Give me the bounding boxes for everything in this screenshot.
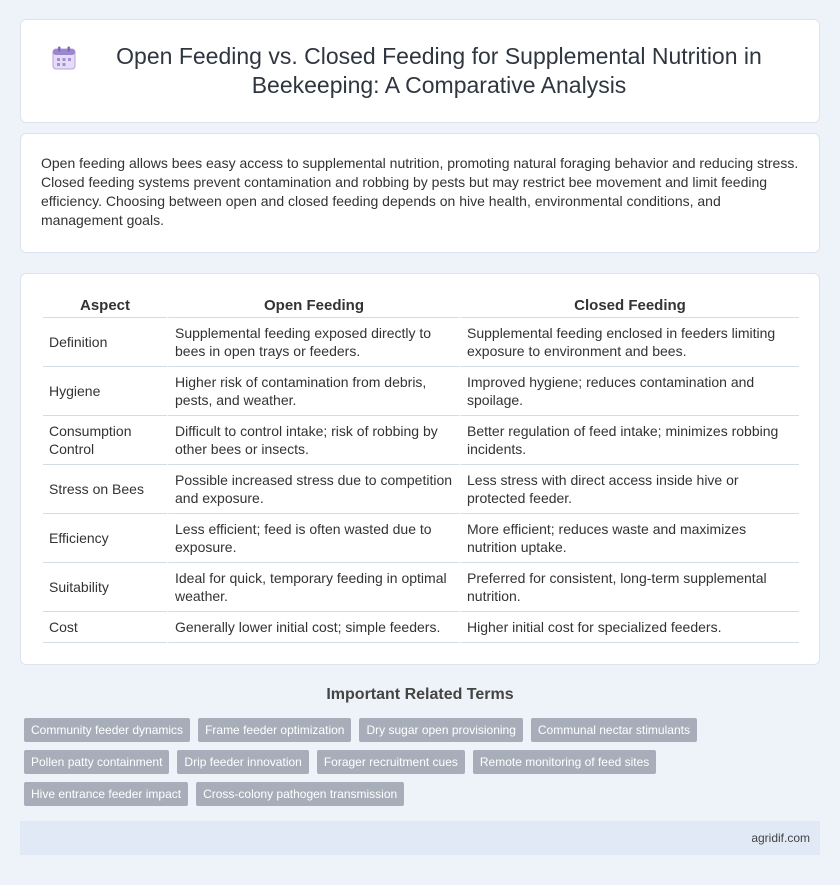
footer-site-link[interactable]: agridif.com: [751, 831, 810, 845]
calendar-icon: [51, 45, 77, 71]
row-closed: Preferred for consistent, long-term supplemental nutrition.: [459, 563, 799, 612]
row-aspect: Consumption Control: [43, 416, 167, 465]
tag-link[interactable]: Remote monitoring of feed sites: [473, 750, 656, 774]
tag-row: [24, 718, 824, 742]
tag-link[interactable]: Cross-colony pathogen transmission: [196, 782, 404, 806]
row-closed: Higher initial cost for specialized feeders.: [459, 612, 799, 643]
header-closed-feeding: Closed Feeding: [459, 296, 799, 318]
tag-link[interactable]: Pollen patty containment: [24, 750, 169, 774]
table-header-row: [43, 296, 799, 318]
table-row: [43, 514, 799, 563]
row-open: Generally lower initial cost; simple feeders.: [167, 612, 459, 643]
tag-link[interactable]: Dry sugar open provisioning: [359, 718, 522, 742]
comparison-table: [43, 296, 799, 643]
row-aspect: Stress on Bees: [43, 465, 167, 514]
row-open: Ideal for quick, temporary feeding in optimal weather.: [167, 563, 459, 612]
tag-link[interactable]: Community feeder dynamics: [24, 718, 190, 742]
row-aspect: Cost: [43, 612, 167, 643]
intro-card: [20, 133, 820, 253]
tag-link[interactable]: Hive entrance feeder impact: [24, 782, 188, 806]
row-open: Less efficient; feed is often wasted due to exposure.: [167, 514, 459, 563]
related-terms-tags: [24, 718, 824, 814]
tag-link[interactable]: Communal nectar stimulants: [531, 718, 697, 742]
intro-paragraph: Open feeding allows bees easy access to supplemental nutrition, promoting natural foraging behavior and reducing stress. Closed feeding systems prevent contamination and robbing by pests but may restrict bee movement and limit feeding efficiency. Choosing between open and closed feeding depends on hive health, environmental conditions, and management goals.: [41, 155, 799, 228]
table-row: [43, 416, 799, 465]
row-closed: More efficient; reduces waste and maximizes nutrition uptake.: [459, 514, 799, 563]
row-open: Higher risk of contamination from debris, pests, and weather.: [167, 367, 459, 416]
row-open: Difficult to control intake; risk of robbing by other bees or insects.: [167, 416, 459, 465]
row-closed: Less stress with direct access inside hive or protected feeder.: [459, 465, 799, 514]
tag-row: [24, 782, 824, 806]
tag-link[interactable]: Drip feeder innovation: [177, 750, 308, 774]
page-title: Open Feeding vs. Closed Feeding for Supplemental Nutrition in Beekeeping: A Comparative Analysis: [116, 43, 762, 98]
footer: [20, 821, 820, 855]
tag-row: [24, 750, 824, 774]
row-aspect: Suitability: [43, 563, 167, 612]
table-row: [43, 465, 799, 514]
row-closed: Improved hygiene; reduces contamination and spoilage.: [459, 367, 799, 416]
tag-link[interactable]: Frame feeder optimization: [198, 718, 351, 742]
related-terms-heading: Important Related Terms: [326, 686, 514, 703]
table-row: [43, 367, 799, 416]
tag-link[interactable]: Forager recruitment cues: [317, 750, 465, 774]
header-aspect: Aspect: [43, 296, 167, 318]
row-aspect: Hygiene: [43, 367, 167, 416]
row-open: Supplemental feeding exposed directly to bees in open trays or feeders.: [167, 318, 459, 367]
table-row: [43, 318, 799, 367]
comparison-table-card: [20, 273, 820, 665]
row-aspect: Efficiency: [43, 514, 167, 563]
title-card: [20, 19, 820, 123]
row-open: Possible increased stress due to competition and exposure.: [167, 465, 459, 514]
title-inner: [51, 42, 789, 100]
row-aspect: Definition: [43, 318, 167, 367]
table-row: [43, 563, 799, 612]
row-closed: Better regulation of feed intake; minimizes robbing incidents.: [459, 416, 799, 465]
row-closed: Supplemental feeding enclosed in feeders limiting exposure to environment and bees.: [459, 318, 799, 367]
table-row: [43, 612, 799, 643]
header-open-feeding: Open Feeding: [167, 296, 459, 318]
